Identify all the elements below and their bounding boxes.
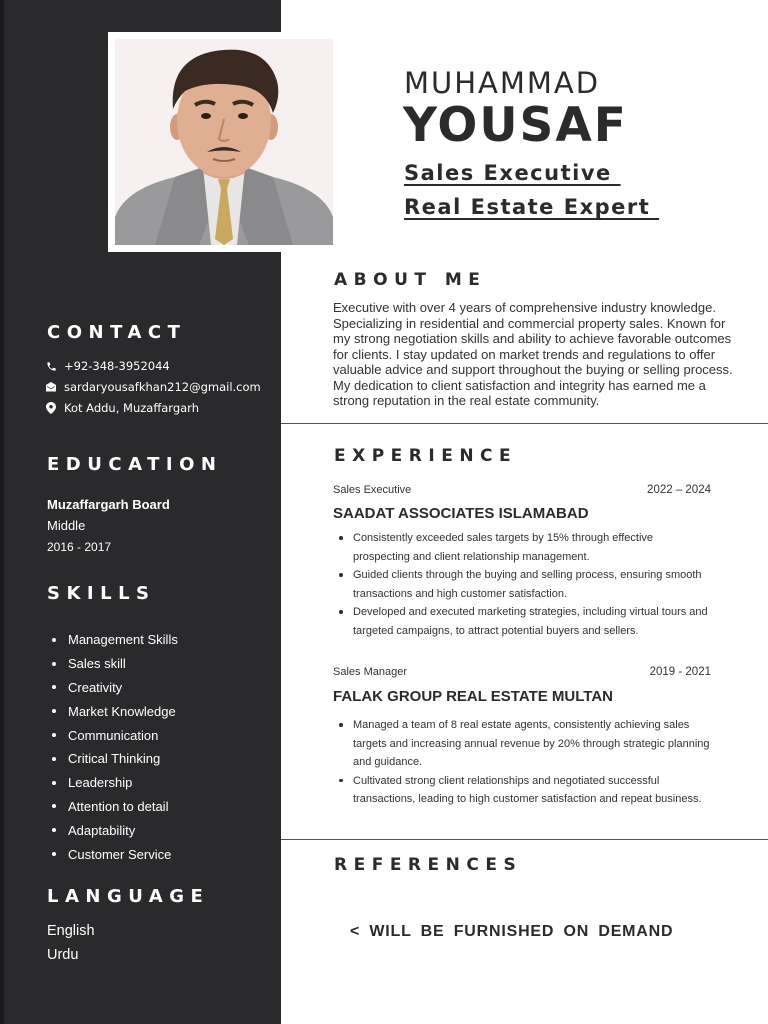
- section-divider: [281, 423, 768, 424]
- job-dates: 2019 - 2021: [649, 666, 711, 678]
- bullet-icon: [52, 733, 56, 737]
- about-text: Executive with over 4 years of comprehensive industry knowledge. Specializing in residential and commercial property sales. Known for my strong negotiation skills and ability to achieve favorable outcomes for clients. I stay updated on market trends and regulations to offer valuable advice and support throughout the buying or selling process. My dedication to client satisfaction and integrity has earned me a strong reputation in the real estate community.: [333, 300, 733, 408]
- job-bullets: [337, 716, 712, 809]
- skill-item: [52, 795, 178, 819]
- profile-photo-frame: [108, 32, 340, 252]
- skill-label: Management Skills: [68, 632, 178, 648]
- skill-item: [52, 842, 178, 866]
- skill-item: [52, 652, 178, 676]
- skill-label: Adaptability: [68, 822, 136, 838]
- bullet-icon: [52, 685, 56, 689]
- about-heading: ABOUT ME: [334, 270, 487, 290]
- skills-list: [52, 628, 178, 866]
- skill-label: Leadership: [68, 775, 133, 791]
- skill-label: Creativity: [68, 679, 123, 695]
- skill-item: [52, 723, 178, 747]
- job-title-line-2: Real Estate Expert: [404, 195, 660, 219]
- bullet-icon: [52, 828, 56, 832]
- section-divider: [281, 839, 768, 840]
- education-institution: Muzaffargarh Board: [47, 497, 170, 512]
- contact-location-text: Kot Addu, Muzaffargarh: [64, 401, 199, 415]
- education-years: 2016 - 2017: [47, 540, 112, 554]
- bullet-icon: [52, 638, 56, 642]
- skill-item: [52, 699, 178, 723]
- contact-email: [45, 380, 261, 394]
- first-name: MUHAMMAD: [404, 66, 601, 100]
- language-heading: LANGUAGE: [47, 886, 210, 907]
- bullet-icon: [52, 804, 56, 808]
- job-title-line-1: Sales Executive: [404, 161, 621, 185]
- skill-item: [52, 747, 178, 771]
- skill-item: [52, 818, 178, 842]
- job-bullet: Consistently exceeded sales targets by 15% through effective prospecting and client relationship management.: [337, 529, 712, 566]
- job-bullets: [337, 529, 712, 640]
- language-item: Urdu: [47, 947, 79, 963]
- sidebar-edge: [0, 0, 4, 1024]
- job-role: Sales Executive: [333, 484, 412, 496]
- bullet-icon: [52, 781, 56, 785]
- job-dates: 2022 – 2024: [647, 484, 711, 496]
- education-heading: EDUCATION: [47, 454, 223, 475]
- skill-label: Critical Thinking: [68, 751, 161, 767]
- contact-location: [45, 401, 199, 415]
- job-role: Sales Manager: [333, 666, 407, 678]
- job-bullet: Managed a team of 8 real estate agents, consistently achieving sales targets and increasing annual revenue by 20% through strategic planning and guidance.: [337, 716, 712, 772]
- skill-item: [52, 771, 178, 795]
- bullet-icon: [52, 757, 56, 761]
- education-level: Middle: [47, 518, 86, 533]
- skill-label: Sales skill: [68, 656, 126, 672]
- contact-heading: CONTACT: [47, 322, 187, 343]
- skill-label: Communication: [68, 727, 159, 743]
- contact-phone-text: +92-348-3952044: [64, 359, 170, 373]
- job-bullet: Developed and executed marketing strategies, including virtual tours and targeted campaigns, to attract potential buyers and sellers.: [337, 603, 712, 640]
- references-heading: REFERENCES: [334, 855, 523, 875]
- profile-photo: [115, 39, 333, 245]
- skill-label: Attention to detail: [68, 798, 169, 814]
- bullet-icon: [52, 709, 56, 713]
- last-name: YOUSAF: [403, 98, 628, 153]
- bullet-icon: [52, 662, 56, 666]
- job-bullet: Cultivated strong client relationships and negotiated successful transactions, leading to high customer satisfaction and repeat business.: [337, 772, 712, 809]
- company-name: FALAK GROUP REAL ESTATE MULTAN: [333, 688, 613, 705]
- references-text: < WILL BE FURNISHED ON DEMAND: [350, 923, 674, 940]
- skill-item: [52, 628, 178, 652]
- mail-icon: [45, 381, 57, 393]
- contact-phone: [45, 359, 170, 373]
- skill-label: Market Knowledge: [68, 703, 176, 719]
- experience-heading: EXPERIENCE: [334, 446, 518, 466]
- job-bullet: Guided clients through the buying and selling process, ensuring smooth transactions and high customer satisfaction.: [337, 566, 712, 603]
- language-item: English: [47, 923, 95, 939]
- skill-label: Customer Service: [68, 846, 172, 862]
- company-name: SAADAT ASSOCIATES ISLAMABAD: [333, 505, 589, 522]
- bullet-icon: [52, 852, 56, 856]
- location-pin-icon: [45, 402, 57, 414]
- skills-heading: SKILLS: [47, 583, 156, 604]
- profile-portrait-illustration: [115, 39, 333, 245]
- skill-item: [52, 676, 178, 700]
- contact-email-text: sardaryousafkhan212@gmail.com: [64, 380, 261, 394]
- phone-icon: [45, 360, 57, 372]
